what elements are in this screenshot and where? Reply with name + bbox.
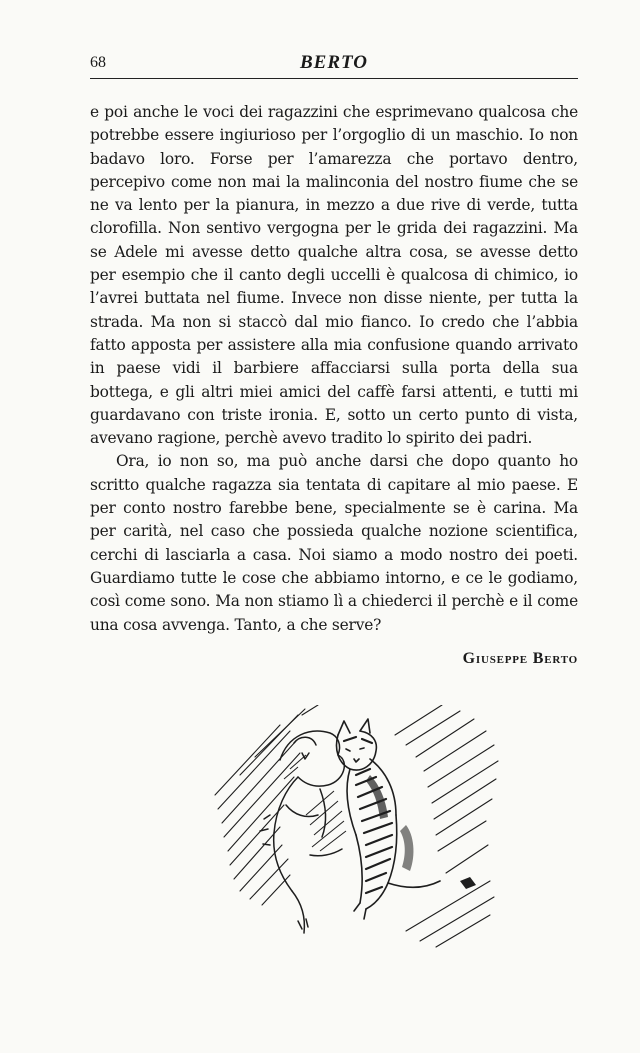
author-signature: Giuseppe Berto [462,650,578,667]
dog-figure [260,731,344,933]
cat-figure [337,719,441,919]
cat-dark-patch [366,775,476,889]
dog-and-cat-illustration [210,705,500,950]
page-number: 68 [90,54,106,71]
paragraph-1: e poi anche le voci dei ragazzini che esprimevano qualcosa che potrebbe essere ingiurioso per l’orgoglio di un maschio. Io non badavo loro. Forse per l’amarezza che portavo dentro, percepivo come non mai la malinconia del nostro fiume che se ne va lento per la pianura, in mezzo a due rive di verde, tutta clorofilla. Non sentivo vergogna per le grida dei ragazzini. Ma se Adele mi avesse detto qualche altra cosa, se avesse detto per esempio che il canto degli uccelli è qualcosa di chimico, io l’avrei buttata nel fiume. Invece non disse niente, per tutta la strada. Ma non si staccò dal mio fianco. Io credo che l’abbia fatto apposta per assistere alla mia confusione quando arrivato in paese vidi il barbiere affacciarsi sulla porta della sua bottega, e gli altri miei amici del caffè farsi attenti, e tutti mi guardavano con triste ironia. E, sotto un certo punto di vista, avevano ragione, perchè avevo tradito lo spirito dei padri. [90,103,578,448]
page-header [90,52,578,79]
body-text [90,101,578,637]
hatching-background [215,705,498,947]
running-title: BERTO [299,52,368,73]
paragraph-2: Ora, io non so, ma può anche darsi che dopo quanto ho scritto qualche ragazza sia tentata di capitare al mio paese. E per conto nostro farebbe bene, specialmente se è carina. Ma per carità, nel caso che possieda qualche nozione scientifica, cerchi di lasciarla a casa. Noi siamo a modo nostro dei poeti. Guardiamo tutte le cose che abbiamo intorno, e ce le godiamo, così come sono. Ma non stiamo lì a chiederci il perchè e il come una cosa avvenga. Tanto, a che serve? [90,452,578,634]
dog-shading [284,755,346,851]
